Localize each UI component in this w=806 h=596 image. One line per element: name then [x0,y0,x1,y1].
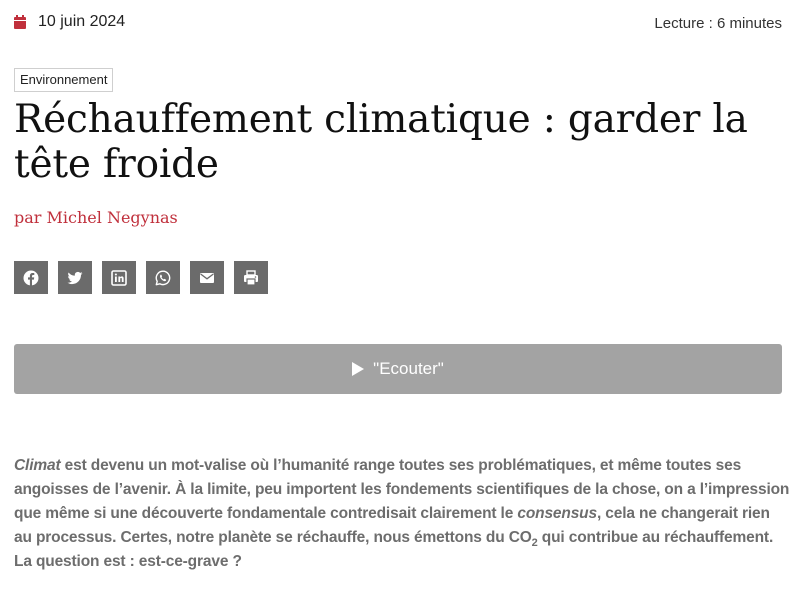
linkedin-icon [111,270,127,286]
article-intro [14,454,790,574]
intro-emphasis-climat: Climat [14,457,61,474]
publish-date-text: 10 juin 2024 [38,13,126,30]
play-icon [352,362,364,376]
share-twitter-button[interactable] [58,261,92,294]
intro-text-b: , cela ne changerait rien au processus. Certes, notre planète se réchauffe, nous émettons du CO [14,505,770,546]
article-meta-bar [14,12,782,36]
intro-text-a: est devenu un mot-valise où l’humanité range toutes ses problématiques, et même toutes ses angoisses de l’avenir. À la limite, peu importent les fondements scientifiques de la chose, on a l’impression que même si une découverte fondamentale contredisait clairement le [14,457,790,522]
share-linkedin-button[interactable] [102,261,136,294]
listen-button-label: "Ecouter" [373,359,444,378]
reading-time: Lecture : 6 minutes [654,15,782,32]
listen-button[interactable] [14,344,782,394]
share-buttons [14,261,278,294]
twitter-icon [67,270,83,286]
author-byline[interactable]: par Michel Negynas [14,208,178,227]
co2-subscript: 2 [531,537,538,550]
article-title: Réchauffement climatique : garder la tête froide [14,97,748,187]
facebook-icon [23,270,39,286]
publish-date [14,13,125,31]
share-whatsapp-button[interactable] [146,261,180,294]
print-button[interactable] [234,261,268,294]
intro-emphasis-consensus: consensus [517,505,597,522]
intro-text-c: qui contribue au réchauffement. La question est : est-ce-grave ? [14,529,774,570]
print-icon [243,270,259,286]
calendar-icon [14,15,26,29]
whatsapp-icon [155,270,171,286]
share-email-button[interactable] [190,261,224,294]
share-facebook-button[interactable] [14,261,48,294]
category-tag[interactable]: Environnement [14,68,113,92]
email-icon [199,270,215,286]
